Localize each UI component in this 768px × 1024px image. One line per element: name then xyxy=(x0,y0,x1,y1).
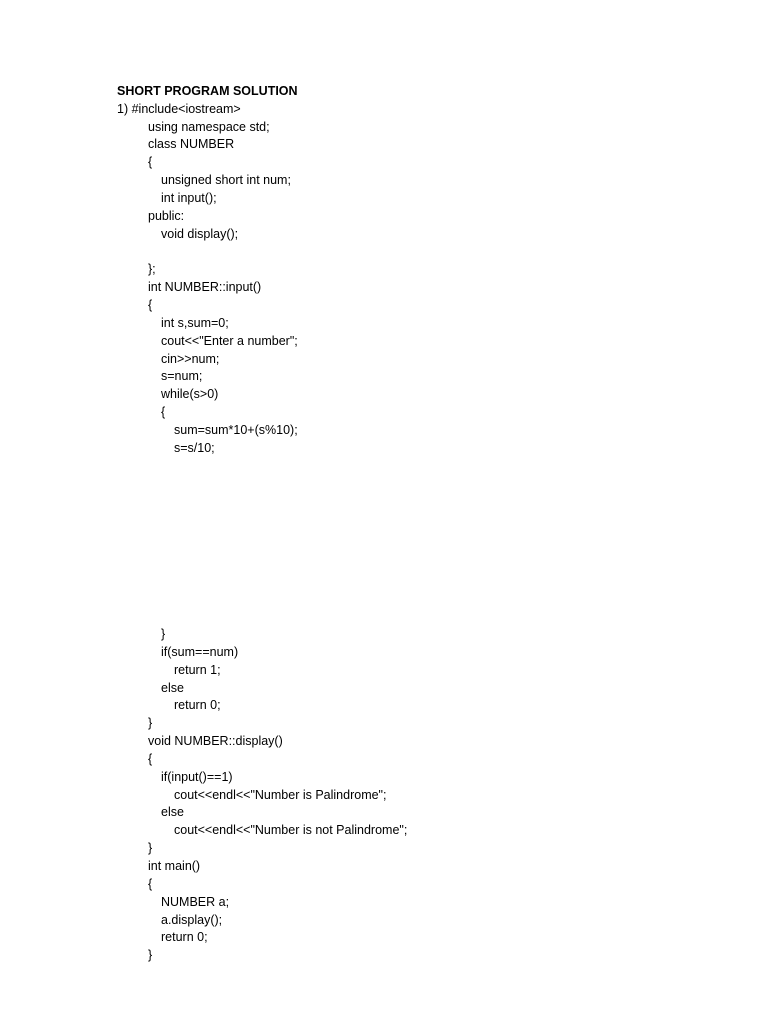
code-line: class NUMBER xyxy=(148,137,235,151)
code-line: if(sum==num) xyxy=(161,645,239,659)
code-line: 1) #include<iostream> xyxy=(117,102,241,116)
code-line: cin>>num; xyxy=(161,352,220,366)
code-line: void display(); xyxy=(161,227,239,241)
code-line: return 0; xyxy=(161,930,208,944)
code-line: { xyxy=(148,877,153,891)
page-title: SHORT PROGRAM SOLUTION xyxy=(117,84,298,98)
code-line: a.display(); xyxy=(161,913,223,927)
code-line: { xyxy=(161,405,166,419)
code-line: s=s/10; xyxy=(174,441,215,455)
code-line: if(input()==1) xyxy=(161,770,233,784)
code-line: int NUMBER::input() xyxy=(148,280,262,294)
code-line: sum=sum*10+(s%10); xyxy=(174,423,298,437)
code-line: public: xyxy=(148,209,185,223)
code-line: unsigned short int num; xyxy=(161,173,291,187)
code-line: cout<<"Enter a number"; xyxy=(161,334,298,348)
code-line: } xyxy=(148,716,153,730)
code-line: cout<<endl<<"Number is Palindrome"; xyxy=(174,788,387,802)
code-line: } xyxy=(161,627,166,641)
code-line: { xyxy=(148,298,153,312)
code-line: void NUMBER::display() xyxy=(148,734,283,748)
code-line: s=num; xyxy=(161,369,203,383)
code-line: return 1; xyxy=(174,663,221,677)
code-line: using namespace std; xyxy=(148,120,270,134)
code-line: NUMBER a; xyxy=(161,895,230,909)
code-line: } xyxy=(148,841,153,855)
code-line: int input(); xyxy=(161,191,217,205)
code-line: }; xyxy=(148,262,156,276)
code-line: else xyxy=(161,681,184,695)
code-line: cout<<endl<<"Number is not Palindrome"; xyxy=(174,823,408,837)
code-line: { xyxy=(148,155,153,169)
code-line: int main() xyxy=(148,859,201,873)
code-line: { xyxy=(148,752,153,766)
code-line: int s,sum=0; xyxy=(161,316,229,330)
code-line: return 0; xyxy=(174,698,221,712)
code-line: else xyxy=(161,805,184,819)
code-line: } xyxy=(148,948,153,962)
code-line: while(s>0) xyxy=(161,387,219,401)
